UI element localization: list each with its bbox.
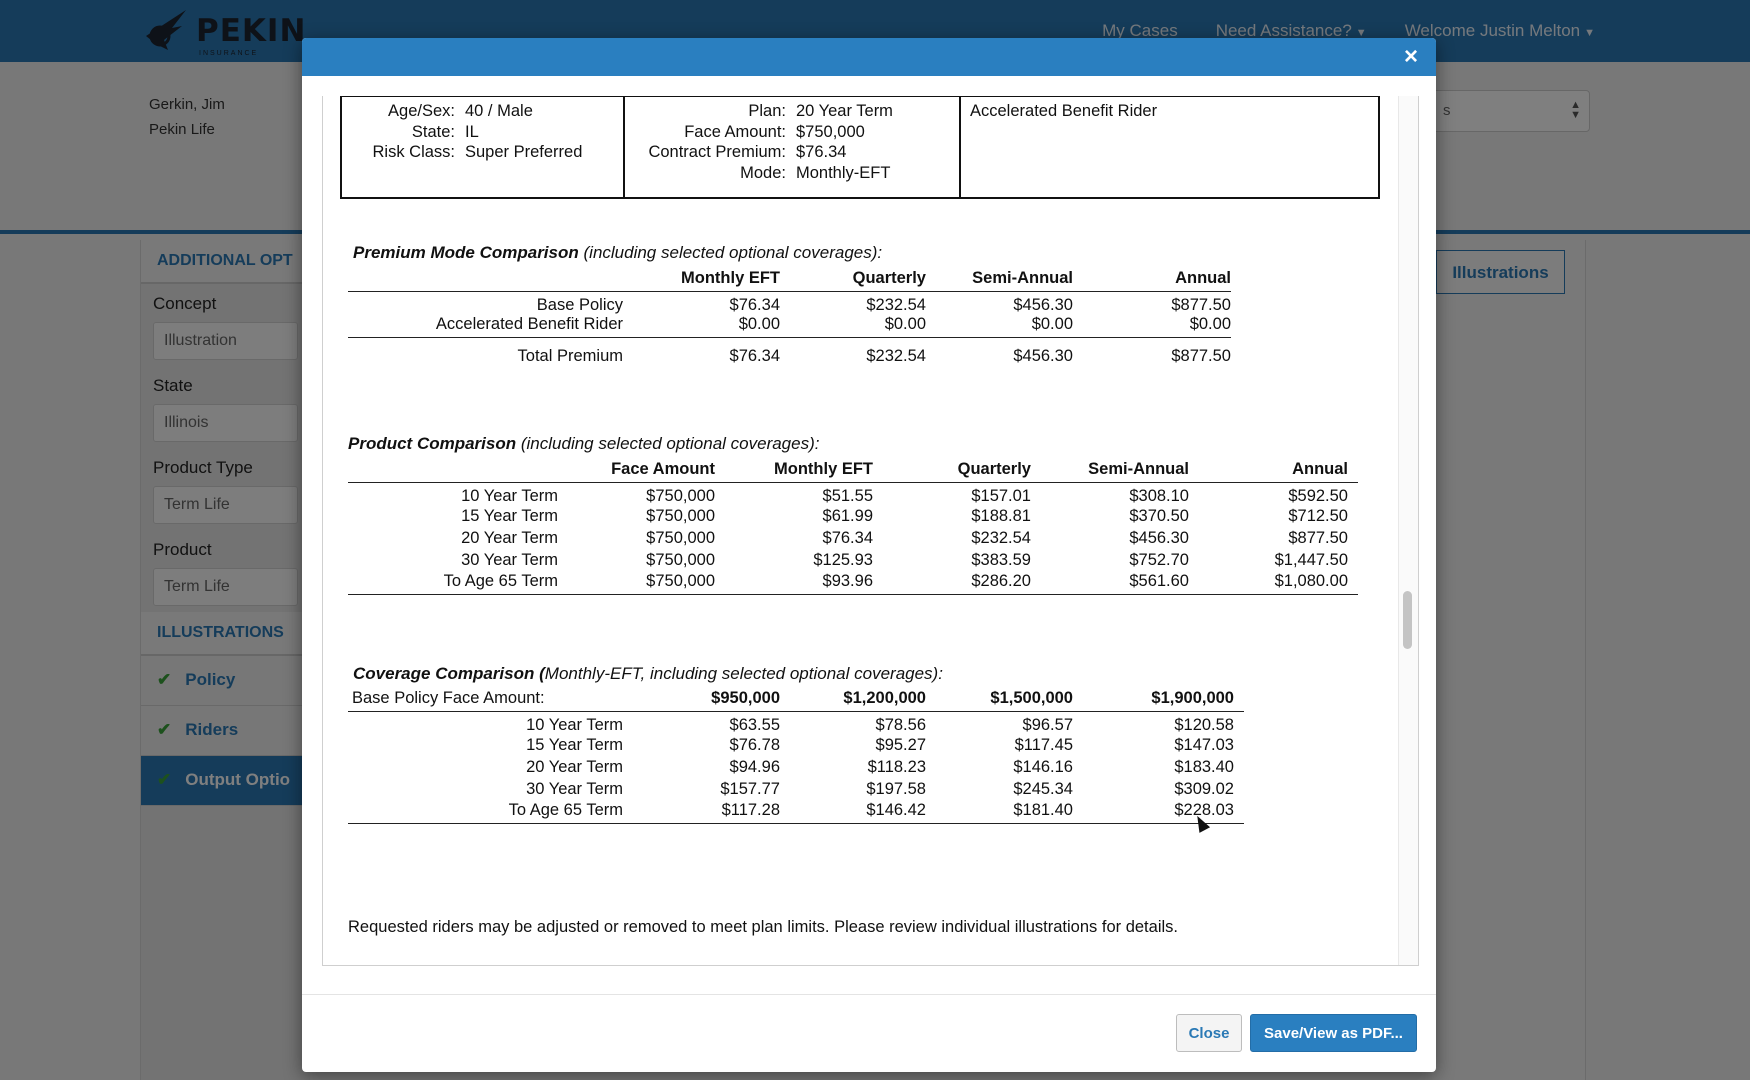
state-label: State: [411,122,455,141]
table-row: 30 Year Term $157.77 $197.58 $245.34 $309.02 [526,780,1234,798]
document-viewer[interactable] [322,96,1419,966]
close-icon[interactable]: × [1403,43,1418,70]
table-row: Base Policy $76.34 $232.54 $456.30 $877.50 [536,295,1231,314]
premium-mode-title: Premium Mode Comparison (including selected optional coverages): [353,243,883,262]
policy-summary-box [340,96,1380,199]
table-row: 15 Year Term $76.78 $95.27 $117.45 $147.03 [526,736,1234,754]
coverage-comparison-title: Coverage Comparison (Monthly-EFT, including selected optional coverages): [353,664,943,683]
riders-info [961,97,1378,197]
plan-value: 20 Year Term [796,102,893,120]
document-scrollbar[interactable] [1398,96,1418,966]
table-row: 20 Year Term $94.96 $118.23 $146.16 $183.40 [526,758,1234,776]
mode-value: Monthly-EFT [796,163,891,182]
premium-mode-table [348,266,1231,366]
state-value: IL [465,122,479,141]
mode-label: Mode: [740,163,786,182]
table-row: 30 Year Term $750,000 $125.93 $383.59 $752.70 $1,447.50 [461,551,1348,569]
age-sex-value: 40 / Male [465,102,533,120]
contract-premium-value: $76.34 [796,143,847,161]
plan-info [625,97,961,197]
coverage-comparison-table [348,686,1244,824]
table-row: To Age 65 Term $117.28 $146.42 $181.40 $228.03 [348,801,1244,824]
table-header-row: Base Policy Face Amount: $950,000 $1,200,000 $1,500,000 $1,900,000 [348,686,1244,711]
face-amount-value: $750,000 [796,122,865,141]
risk-class-label: Risk Class: [372,143,455,161]
table-row: Accelerated Benefit Rider $0.00 $0.00 $0.00 $0.00 [348,315,1231,338]
table-row: 15 Year Term $750,000 $61.99 $188.81 $370.50 $712.50 [461,507,1348,525]
riders-disclaimer: Requested riders may be adjusted or removed to meet plan limits. Please review individual illustrations for details. [348,918,1178,936]
modal-footer [302,994,1436,1072]
table-row: 20 Year Term $750,000 $76.34 $232.54 $456.30 $877.50 [461,529,1348,547]
product-comparison-table [348,457,1358,595]
insured-info [342,97,625,197]
contract-premium-label: Contract Premium: [648,143,786,161]
table-row: To Age 65 Term $750,000 $93.96 $286.20 $561.60 $1,080.00 [348,572,1358,595]
rider-name: Accelerated Benefit Rider [970,102,1158,120]
face-amount-label: Face Amount: [684,122,786,141]
table-row: 10 Year Term $63.55 $78.56 $96.57 $120.58 [526,715,1234,734]
age-sex-label: Age/Sex: [388,102,455,120]
risk-class-value: Super Preferred [465,143,583,161]
plan-label: Plan: [748,102,786,120]
product-comparison-title: Product Comparison (including selected optional coverages): [348,434,820,453]
table-row: 10 Year Term $750,000 $51.55 $157.01 $308.10 $592.50 [461,486,1348,505]
scrollbar-thumb[interactable] [1403,591,1412,649]
modal-header [302,38,1436,76]
comparison-modal [302,38,1436,1072]
table-header-row: Monthly EFT Quarterly Semi-Annual Annual [348,266,1231,291]
total-row: Total Premium $76.34 $232.54 $456.30 $877.50 [517,346,1231,365]
table-header-row: Face Amount Monthly EFT Quarterly Semi-Annual Annual [348,457,1358,482]
save-view-pdf-button[interactable]: Save/View as PDF... [1250,1014,1417,1052]
close-button[interactable]: Close [1176,1014,1242,1052]
